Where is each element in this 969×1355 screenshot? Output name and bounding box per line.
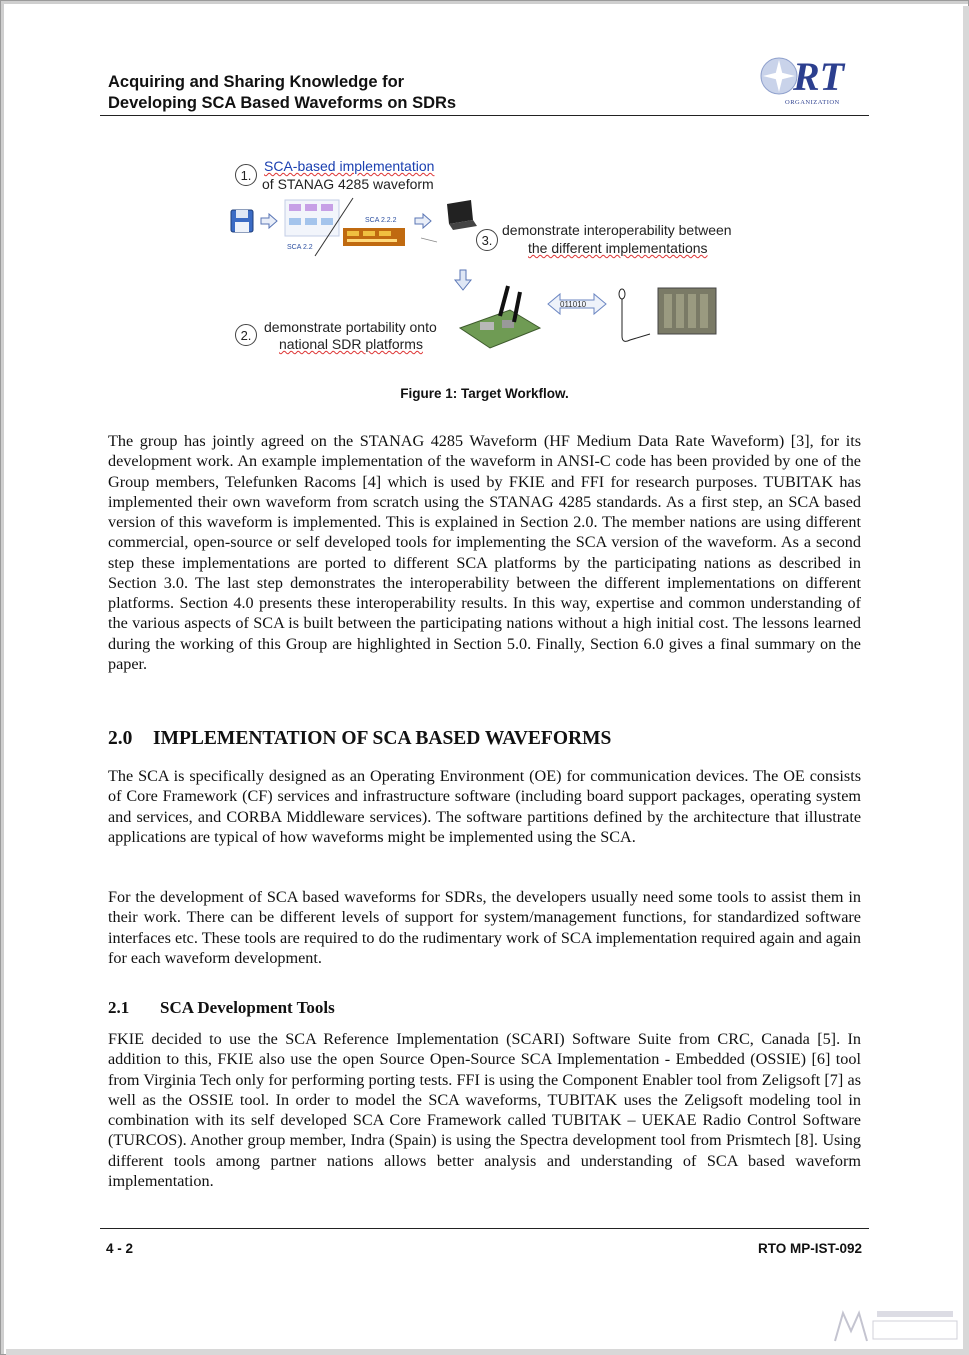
paragraph-tools-used: FKIE decided to use the SCA Reference Implementation (SCARI) Software Suite from CRC, Canada [5]. In addition to this, FKIE also use the open Source Open-Source SCA Implementation - Embedded (OSSIE) [6] tool from Virginia Tech only for performing porting tests. FFI is using the Component Enabler tool from Zeligsoft [7] as well as the OSSIE tool. In order to model the SCA waveforms, TUBITAK uses the Zeligsoft modeling tool in combination with its self developed SCA Core Framework called TUBITAK – UEKAE Radio Control Software (TURCOS). Another group member, Indra (Spain) is using the Spectra development tool from Prismtech [8]. Using different tools among partner nations allows better analysis and understanding of SCA based waveform implementation. <box>108 1030 861 1190</box>
platforms-graphic <box>450 264 750 362</box>
step3-number: 3. <box>476 229 498 251</box>
footer-doc-id: RTO MP-IST-092 <box>757 1241 862 1256</box>
implementation-graphic <box>225 196 525 262</box>
subsection-number: 2.1 <box>108 998 130 1017</box>
step1-number: 1. <box>235 164 257 186</box>
watermark-logo <box>831 1305 961 1345</box>
footer-rule <box>100 1228 869 1229</box>
footer-page-number: 4 - 2 <box>106 1241 134 1256</box>
section-heading-2-0 <box>108 728 611 750</box>
paragraph-sca-oe: The SCA is specifically designed as an Operating Environment (OE) for communication devices. The OE consists of Core Framework (CF) services and infrastructure software (including board support packages, operating system and services, and CORBA Middleware services). The software partitions defined by the architecture that illustrate applications are typical of how waveforms might be implemented using the SCA. <box>108 767 861 846</box>
page-shadow-right <box>963 6 969 1355</box>
subsection-heading-2-1 <box>108 998 335 1018</box>
bidirectional-arrow-icon <box>548 294 606 314</box>
section-title: IMPLEMENTATION OF SCA BASED WAVEFORMS <box>153 728 612 749</box>
floppy-disk-icon <box>231 210 253 232</box>
header-rule <box>100 115 869 116</box>
step1-label-line1: SCA-based implementation <box>264 158 435 174</box>
step2-label-line2: national SDR platforms <box>279 336 423 352</box>
waveform-blocks-diagram <box>285 200 339 236</box>
logo-letters: RT <box>793 54 845 99</box>
sca-right-label: SCA 2.2.2 <box>365 217 397 224</box>
rto-logo <box>755 52 867 108</box>
page-shadow-bottom <box>6 1349 969 1355</box>
figure-caption: Figure 1: Target Workflow. <box>400 386 569 401</box>
step3-label-line2: the different implementations <box>528 240 708 256</box>
rack-radio-icon <box>658 288 716 334</box>
section-number: 2.0 <box>108 728 133 749</box>
laptop-icon <box>447 200 477 230</box>
sdr-board-icon <box>460 286 540 348</box>
step1-label-line2: of STANAG 4285 waveform <box>262 176 434 192</box>
arrow-icon <box>415 214 431 228</box>
paragraph-intro: The group has jointly agreed on the STANAG 4285 Waveform (HF Medium Data Rate Waveform) [3], for its development work. An example implementation of the waveform in ANSI-C code has been provided by one of the Group members, Telefunken Racoms [4] which is used by FKIE and FFI for research purposes. TUBITAK has implemented their own waveform from scratch using the STANAG 4285 standards. As a first step, an SCA based version of this waveform is implemented. This is explained in Section 2.0. The member nations are using different commercial, open-source or self developed tools for implementing the SCA version of the waveform. As a second step these implementations are ported to different SCA platforms by the participating nations as described in Section 3.0. The last step demonstrates the interoperability between the different implementations on different platforms. Section 4.0 presents these interoperability results. In this way, expertise and common understanding of the various aspects of SCA is built between the participating nations without a high initial cost. The lessons learned during the working of this Group are highlighted in Section 5.0. Finally, Section 6.0 gives a final summary on the paper. <box>108 432 861 673</box>
header-title-line2: Developing SCA Based Waveforms on SDRs <box>108 94 457 112</box>
paragraph-dev-tools: For the development of SCA based waveforms for SDRs, the developers usually need some tools to assist them in their work. There can be different levels of support for system/management functions, for standardized software interfaces etc. These tools are required to do the rudimentary work of SCA implementation required again and again for each waveform development. <box>108 888 861 967</box>
down-arrow-icon <box>455 270 471 290</box>
fpga-blocks-diagram <box>343 228 405 246</box>
subsection-title: SCA Development Tools <box>160 998 335 1017</box>
bits-label: 011010 <box>560 300 587 309</box>
step2-number: 2. <box>235 324 257 346</box>
step2-label-line1: demonstrate portability onto <box>264 319 437 335</box>
sca-left-label: SCA 2.2 <box>287 244 313 251</box>
antenna-icon <box>619 289 650 341</box>
arrow-icon <box>261 214 277 228</box>
figure-target-workflow <box>225 152 765 362</box>
step3-label-line1: demonstrate interoperability between <box>502 222 732 238</box>
running-header-title <box>108 72 628 114</box>
header-title-line1: Acquiring and Sharing Knowledge for <box>108 73 405 91</box>
logo-org: ORGANIZATION <box>785 99 840 106</box>
